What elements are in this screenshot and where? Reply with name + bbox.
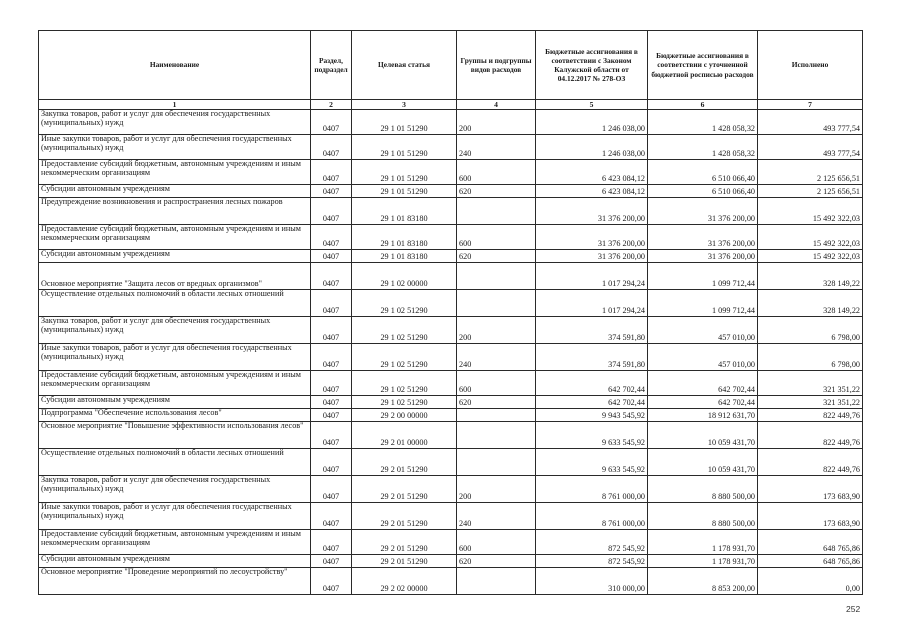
row-target-article: 29 1 01 83180 xyxy=(352,225,457,250)
row-section: 0407 xyxy=(311,476,352,503)
row-law-allocation: 8 761 000,00 xyxy=(536,476,648,503)
row-section: 0407 xyxy=(311,250,352,263)
row-name: Предоставление субсидий бюджетным, автономным учреждениям и иным некоммерческим организациям xyxy=(39,530,311,555)
row-target-article: 29 1 02 51290 xyxy=(352,317,457,344)
row-law-allocation: 8 761 000,00 xyxy=(536,503,648,530)
row-executed: 6 798,00 xyxy=(758,344,863,371)
row-target-article: 29 1 02 51290 xyxy=(352,290,457,317)
row-executed: 0,00 xyxy=(758,568,863,595)
row-target-article: 29 2 01 00000 xyxy=(352,422,457,449)
row-section: 0407 xyxy=(311,449,352,476)
row-section: 0407 xyxy=(311,290,352,317)
row-expense-group xyxy=(457,568,536,595)
row-roster-allocation: 1 099 712,44 xyxy=(648,290,758,317)
table-row xyxy=(39,476,863,503)
row-expense-group: 240 xyxy=(457,503,536,530)
row-expense-group: 620 xyxy=(457,250,536,263)
row-section: 0407 xyxy=(311,422,352,449)
row-executed: 493 777,54 xyxy=(758,135,863,160)
row-law-allocation: 9 633 545,92 xyxy=(536,449,648,476)
row-name: Субсидии автономным учреждениям xyxy=(39,250,311,263)
row-executed: 321 351,22 xyxy=(758,371,863,396)
row-executed: 2 125 656,51 xyxy=(758,185,863,198)
row-name: Иные закупки товаров, работ и услуг для обеспечения государственных (муниципальных) нужд xyxy=(39,503,311,530)
row-law-allocation: 642 702,44 xyxy=(536,396,648,409)
row-roster-allocation: 10 059 431,70 xyxy=(648,422,758,449)
row-law-allocation: 31 376 200,00 xyxy=(536,198,648,225)
table-row xyxy=(39,317,863,344)
row-expense-group: 620 xyxy=(457,185,536,198)
row-target-article: 29 1 02 51290 xyxy=(352,371,457,396)
table-row xyxy=(39,555,863,568)
row-target-article: 29 1 01 51290 xyxy=(352,185,457,198)
row-executed: 648 765,86 xyxy=(758,530,863,555)
row-law-allocation: 6 423 084,12 xyxy=(536,185,648,198)
row-executed: 173 683,90 xyxy=(758,503,863,530)
column-number: 7 xyxy=(758,100,863,110)
row-target-article: 29 1 01 83180 xyxy=(352,250,457,263)
row-target-article: 29 1 01 51290 xyxy=(352,110,457,135)
table-row xyxy=(39,530,863,555)
row-target-article: 29 2 01 51290 xyxy=(352,503,457,530)
row-section: 0407 xyxy=(311,110,352,135)
row-roster-allocation: 31 376 200,00 xyxy=(648,198,758,225)
table-row xyxy=(39,110,863,135)
row-law-allocation: 1 246 038,00 xyxy=(536,135,648,160)
table-row xyxy=(39,422,863,449)
table-row xyxy=(39,185,863,198)
row-executed: 321 351,22 xyxy=(758,396,863,409)
row-law-allocation: 6 423 084,12 xyxy=(536,160,648,185)
row-expense-group: 600 xyxy=(457,530,536,555)
row-expense-group: 200 xyxy=(457,110,536,135)
row-section: 0407 xyxy=(311,503,352,530)
table-row xyxy=(39,344,863,371)
table-row xyxy=(39,396,863,409)
row-target-article: 29 1 02 51290 xyxy=(352,396,457,409)
row-law-allocation: 9 943 545,92 xyxy=(536,409,648,422)
budget-execution-table xyxy=(38,30,863,595)
row-roster-allocation: 1 428 058,32 xyxy=(648,135,758,160)
row-name: Осуществление отдельных полномочий в области лесных отношений xyxy=(39,290,311,317)
row-roster-allocation: 10 059 431,70 xyxy=(648,449,758,476)
column-number: 2 xyxy=(311,100,352,110)
row-name: Закупка товаров, работ и услуг для обеспечения государственных (муниципальных) нужд xyxy=(39,317,311,344)
column-number-row xyxy=(39,100,863,110)
row-expense-group: 600 xyxy=(457,371,536,396)
row-name: Основное мероприятие "Защита лесов от вредных организмов" xyxy=(39,263,311,290)
table-row xyxy=(39,290,863,317)
row-expense-group xyxy=(457,449,536,476)
row-target-article: 29 2 01 51290 xyxy=(352,476,457,503)
row-roster-allocation: 457 010,00 xyxy=(648,317,758,344)
row-executed: 15 492 322,03 xyxy=(758,198,863,225)
row-expense-group: 200 xyxy=(457,317,536,344)
row-section: 0407 xyxy=(311,317,352,344)
row-expense-group: 600 xyxy=(457,160,536,185)
table-row xyxy=(39,568,863,595)
row-roster-allocation: 31 376 200,00 xyxy=(648,225,758,250)
row-name: Субсидии автономным учреждениям xyxy=(39,396,311,409)
row-expense-group xyxy=(457,290,536,317)
row-law-allocation: 642 702,44 xyxy=(536,371,648,396)
row-section: 0407 xyxy=(311,344,352,371)
row-executed: 822 449,76 xyxy=(758,422,863,449)
row-law-allocation: 872 545,92 xyxy=(536,555,648,568)
header-name: Наименование xyxy=(39,31,311,100)
row-expense-group: 620 xyxy=(457,555,536,568)
row-expense-group: 620 xyxy=(457,396,536,409)
row-law-allocation: 310 000,00 xyxy=(536,568,648,595)
row-roster-allocation: 457 010,00 xyxy=(648,344,758,371)
row-expense-group: 600 xyxy=(457,225,536,250)
row-expense-group xyxy=(457,263,536,290)
row-law-allocation: 1 246 038,00 xyxy=(536,110,648,135)
row-section: 0407 xyxy=(311,396,352,409)
table-row xyxy=(39,160,863,185)
table-row xyxy=(39,371,863,396)
header-target-article: Целевая статья xyxy=(352,31,457,100)
row-law-allocation: 374 591,80 xyxy=(536,317,648,344)
row-name: Закупка товаров, работ и услуг для обеспечения государственных (муниципальных) нужд xyxy=(39,476,311,503)
row-law-allocation: 872 545,92 xyxy=(536,530,648,555)
row-target-article: 29 1 01 51290 xyxy=(352,135,457,160)
row-section: 0407 xyxy=(311,371,352,396)
table-row xyxy=(39,250,863,263)
header-section: Раздел, подраздел xyxy=(311,31,352,100)
row-name: Субсидии автономным учреждениям xyxy=(39,185,311,198)
row-roster-allocation: 6 510 066,40 xyxy=(648,185,758,198)
row-name: Основное мероприятие "Проведение мероприятий по лесоустройству" xyxy=(39,568,311,595)
row-name: Иные закупки товаров, работ и услуг для обеспечения государственных (муниципальных) нужд xyxy=(39,344,311,371)
row-name: Осуществление отдельных полномочий в области лесных отношений xyxy=(39,449,311,476)
row-section: 0407 xyxy=(311,135,352,160)
row-target-article: 29 1 02 00000 xyxy=(352,263,457,290)
row-expense-group: 240 xyxy=(457,135,536,160)
row-roster-allocation: 18 912 631,70 xyxy=(648,409,758,422)
header-law-allocation: Бюджетные ассигнования в соответствии с Законом Калужской области от 04.12.2017 № 278-ОЗ xyxy=(536,31,648,100)
row-roster-allocation: 6 510 066,40 xyxy=(648,160,758,185)
column-number: 3 xyxy=(352,100,457,110)
row-roster-allocation: 8 853 200,00 xyxy=(648,568,758,595)
row-expense-group xyxy=(457,409,536,422)
row-roster-allocation: 31 376 200,00 xyxy=(648,250,758,263)
row-section: 0407 xyxy=(311,225,352,250)
row-name: Основное мероприятие "Повышение эффективности использования лесов" xyxy=(39,422,311,449)
table-row xyxy=(39,135,863,160)
row-executed: 822 449,76 xyxy=(758,409,863,422)
column-number: 6 xyxy=(648,100,758,110)
row-roster-allocation: 1 099 712,44 xyxy=(648,263,758,290)
row-section: 0407 xyxy=(311,555,352,568)
column-number: 4 xyxy=(457,100,536,110)
row-target-article: 29 1 02 51290 xyxy=(352,344,457,371)
row-section: 0407 xyxy=(311,568,352,595)
row-law-allocation: 9 633 545,92 xyxy=(536,422,648,449)
row-roster-allocation: 1 428 058,32 xyxy=(648,110,758,135)
row-section: 0407 xyxy=(311,263,352,290)
row-name: Подпрограмма "Обеспечение использования лесов" xyxy=(39,409,311,422)
row-law-allocation: 374 591,80 xyxy=(536,344,648,371)
row-section: 0407 xyxy=(311,409,352,422)
header-row xyxy=(39,31,863,100)
table-row xyxy=(39,263,863,290)
row-target-article: 29 2 01 51290 xyxy=(352,449,457,476)
row-section: 0407 xyxy=(311,160,352,185)
page-number: 252 xyxy=(846,604,861,614)
row-executed: 15 492 322,03 xyxy=(758,250,863,263)
row-law-allocation: 31 376 200,00 xyxy=(536,225,648,250)
row-name: Закупка товаров, работ и услуг для обеспечения государственных (муниципальных) нужд xyxy=(39,110,311,135)
row-name: Предупреждение возникновения и распространения лесных пожаров xyxy=(39,198,311,225)
row-executed: 822 449,76 xyxy=(758,449,863,476)
table-row xyxy=(39,409,863,422)
row-executed: 2 125 656,51 xyxy=(758,160,863,185)
row-expense-group xyxy=(457,422,536,449)
table-row xyxy=(39,198,863,225)
row-executed: 648 765,86 xyxy=(758,555,863,568)
header-expense-group: Группы и подгруппы видов расходов xyxy=(457,31,536,100)
row-roster-allocation: 8 880 500,00 xyxy=(648,476,758,503)
row-expense-group: 240 xyxy=(457,344,536,371)
row-executed: 6 798,00 xyxy=(758,317,863,344)
row-executed: 328 149,22 xyxy=(758,290,863,317)
row-roster-allocation: 8 880 500,00 xyxy=(648,503,758,530)
column-number: 5 xyxy=(536,100,648,110)
row-name: Предоставление субсидий бюджетным, автономным учреждениям и иным некоммерческим организациям xyxy=(39,371,311,396)
row-target-article: 29 1 01 51290 xyxy=(352,160,457,185)
row-executed: 173 683,90 xyxy=(758,476,863,503)
table-row xyxy=(39,449,863,476)
row-name: Субсидии автономным учреждениям xyxy=(39,555,311,568)
row-name: Предоставление субсидий бюджетным, автономным учреждениям и иным некоммерческим организациям xyxy=(39,160,311,185)
row-executed: 15 492 322,03 xyxy=(758,225,863,250)
row-expense-group xyxy=(457,198,536,225)
row-target-article: 29 2 01 51290 xyxy=(352,555,457,568)
table-row xyxy=(39,503,863,530)
row-law-allocation: 31 376 200,00 xyxy=(536,250,648,263)
row-section: 0407 xyxy=(311,198,352,225)
row-roster-allocation: 642 702,44 xyxy=(648,396,758,409)
table-row xyxy=(39,225,863,250)
row-law-allocation: 1 017 294,24 xyxy=(536,263,648,290)
row-section: 0407 xyxy=(311,530,352,555)
row-name: Иные закупки товаров, работ и услуг для обеспечения государственных (муниципальных) нужд xyxy=(39,135,311,160)
row-law-allocation: 1 017 294,24 xyxy=(536,290,648,317)
row-expense-group: 200 xyxy=(457,476,536,503)
row-section: 0407 xyxy=(311,185,352,198)
header-roster-allocation: Бюджетные ассигнования в соответствии с уточненной бюджетной росписью расходов xyxy=(648,31,758,100)
header-executed: Исполнено xyxy=(758,31,863,100)
column-number: 1 xyxy=(39,100,311,110)
row-roster-allocation: 1 178 931,70 xyxy=(648,530,758,555)
row-target-article: 29 2 02 00000 xyxy=(352,568,457,595)
row-executed: 328 149,22 xyxy=(758,263,863,290)
row-name: Предоставление субсидий бюджетным, автономным учреждениям и иным некоммерческим организациям xyxy=(39,225,311,250)
row-target-article: 29 1 01 83180 xyxy=(352,198,457,225)
row-executed: 493 777,54 xyxy=(758,110,863,135)
row-target-article: 29 2 00 00000 xyxy=(352,409,457,422)
row-roster-allocation: 642 702,44 xyxy=(648,371,758,396)
row-target-article: 29 2 01 51290 xyxy=(352,530,457,555)
row-roster-allocation: 1 178 931,70 xyxy=(648,555,758,568)
